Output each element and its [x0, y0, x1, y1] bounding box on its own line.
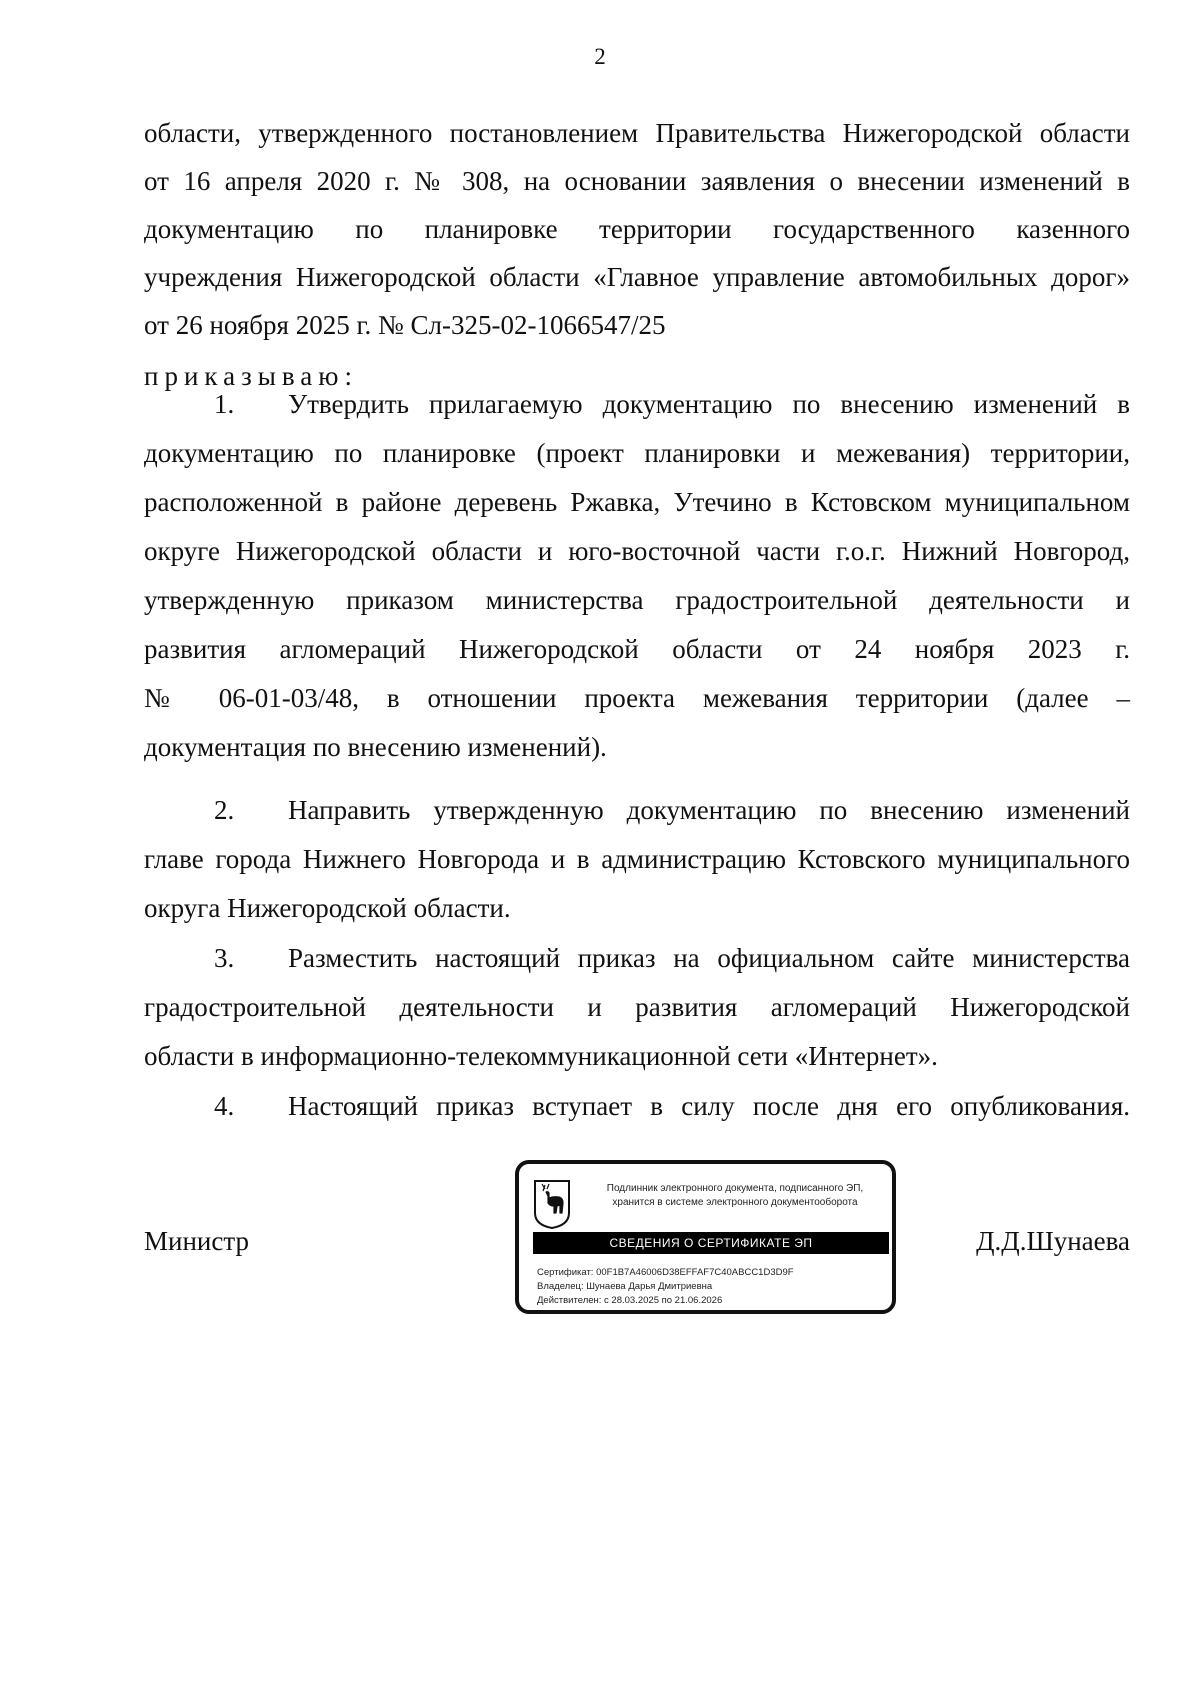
order-item-2: [144, 786, 1130, 933]
certificate-details: [537, 1266, 794, 1308]
intro-line: от 26 ноября 2025 г. № Сл-325-02-1066547/25: [144, 310, 666, 340]
item-first-line: [144, 786, 1130, 835]
certificate-owner: Владелец: Шунаева Дарья Дмитриевна: [537, 1281, 713, 1292]
item-line: утвержденную приказом министерства градостроительной деятельности и: [144, 585, 1130, 615]
certificate-header: СВЕДЕНИЯ О СЕРТИФИКАТЕ ЭП: [533, 1232, 889, 1254]
certificate-number: Сертификат: 00F1B7A46006D38EFFAF7C40ABCC1D3D9F: [537, 1267, 794, 1278]
signatory-title: Министр: [144, 1226, 249, 1256]
item-number: 1.: [214, 389, 235, 419]
decree-word: приказываю:: [144, 361, 358, 391]
item-line: документация по внесению изменений).: [144, 732, 607, 762]
intro-line: области, утвержденного постановлением Правительства Нижегородской области: [144, 118, 1130, 148]
certificate-validity: Действителен: с 28.03.2025 по 21.06.2026: [537, 1295, 723, 1306]
item-line: градостроительной деятельности и развития агломераций Нижегородской: [144, 992, 1130, 1022]
item-number: 3.: [214, 943, 235, 973]
electronic-signature-stamp: [515, 1160, 896, 1314]
item-line: Разместить настоящий приказ на официальном сайте министерства: [288, 943, 1130, 973]
intro-line: документацию по планировке территории государственного казенного: [144, 214, 1130, 244]
item-first-line: [144, 1082, 1130, 1131]
order-item-4: [144, 1082, 1130, 1131]
order-item-1: [144, 380, 1130, 772]
item-line: № 06-01-03/48, в отношении проекта межевания территории (далее –: [144, 683, 1130, 713]
item-line: развития агломераций Нижегородской области от 24 ноября 2023 г.: [144, 634, 1130, 664]
intro-paragraph: [144, 109, 1130, 349]
item-line: главе города Нижнего Новгорода и в администрацию Кстовского муниципального: [144, 844, 1130, 874]
stamp-original-line: Подлинник электронного документа, подписанного ЭП,: [606, 1183, 864, 1194]
order-item-3: [144, 934, 1130, 1081]
intro-line: учреждения Нижегородской области «Главное управление автомобильных дорог»: [144, 262, 1130, 292]
page-number: 2: [594, 44, 606, 69]
item-line: расположенной в районе деревень Ржавка, Утечино в Кстовском муниципальном: [144, 487, 1130, 517]
item-number: 2.: [214, 795, 235, 825]
item-line: Направить утвержденную документацию по внесению изменений: [288, 795, 1130, 825]
item-line: Настоящий приказ вступает в силу после дня его опубликования.: [288, 1091, 1130, 1121]
signatory-name: Д.Д.Шунаева: [976, 1226, 1130, 1256]
stamp-original-note: [581, 1182, 889, 1210]
item-line: Утвердить прилагаемую документацию по внесению изменений в: [288, 389, 1130, 419]
item-line: округе Нижегородской области и юго-восточной части г.о.г. Нижний Новгород,: [144, 536, 1130, 566]
item-line: округа Нижегородской области.: [144, 893, 511, 923]
intro-line: от 16 апреля 2020 г. № 308, на основании заявления о внесении изменений в: [144, 166, 1130, 196]
item-line: области в информационно-телекоммуникационной сети «Интернет».: [144, 1041, 938, 1071]
item-line: документацию по планировке (проект планировки и межевания) территории,: [144, 438, 1130, 468]
item-number: 4.: [214, 1091, 235, 1121]
item-first-line: [144, 380, 1130, 429]
item-first-line: [144, 934, 1130, 983]
deer-emblem-icon: [533, 1179, 571, 1229]
stamp-original-line: хранится в системе электронного документооборота: [612, 1197, 858, 1208]
